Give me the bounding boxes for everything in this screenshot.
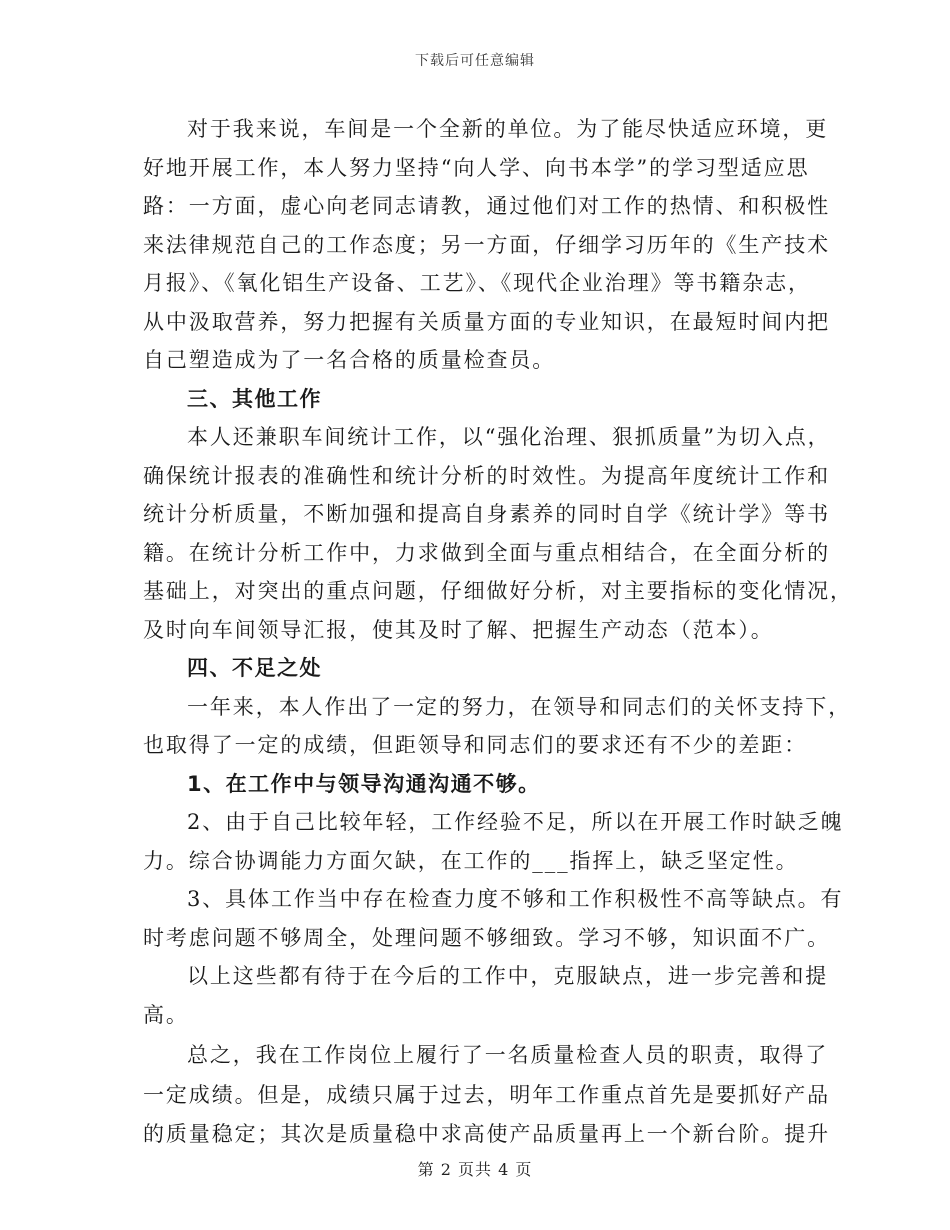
paragraph-line: 统计分析质量，不断加强和提高自身素养的同时自学《统计学》等书 [143, 502, 830, 526]
paragraph-line: 自己塑造成为了一名合格的质量检查员。 [143, 348, 556, 372]
paragraph-line: 基础上，对突出的重点问题，仔细做好分析，对主要指标的变化情况， [143, 579, 853, 603]
paragraph-line: 确保统计报表的准确性和统计分析的时效性。为提高年度统计工作和 [143, 463, 830, 488]
paragraph-line: 及时向车间领导汇报，使其及时了解、把握生产动态（范本）。 [143, 617, 774, 642]
paragraph-line: 一定成绩。但是，成绩只属于过去，明年工作重点首先是要抓好产品 [143, 1083, 830, 1107]
page-header: 下载后可任意编辑 [415, 53, 535, 69]
paragraph-line: 从中汲取营养，努力把握有关质量方面的专业知识，在最短时间内把 [143, 309, 830, 334]
paragraph-line: 对于我来说，车间是一个全新的单位。为了能尽快适应环境，更 [187, 117, 829, 141]
paragraph-line: 也取得了一定的成绩，但距领导和同志们的要求还有不少的差距： [143, 733, 808, 757]
paragraph-line: 本人还兼职车间统计工作，以“强化治理、狠抓质量”为切入点， [187, 425, 831, 449]
paragraph-line: 路：一方面，虚心向老同志请教，通过他们对工作的热情、和积极性 [143, 194, 830, 218]
paragraph-line: 高。 [143, 1002, 189, 1027]
section-heading: 1、在工作中与领导沟通沟通不够。 [187, 771, 541, 796]
paragraph-line: 一年来，本人作出了一定的努力，在领导和同志们的关怀支持下， [187, 694, 852, 719]
page-footer: 第 2 页共 4 页 [417, 1160, 533, 1179]
paragraph-line: 总之，我在工作岗位上履行了一名质量检查人员的职责，取得了 [187, 1043, 829, 1067]
section-heading: 三、其他工作 [187, 386, 322, 411]
paragraph-line: 月报》、《氧化铝生产设备、工艺》、《现代企业治理》等书籍杂志， [143, 271, 811, 295]
section-heading: 四、不足之处 [187, 656, 322, 680]
paragraph-line: 时考虑问题不够周全，处理问题不够细致。学习不够，知识面不广。 [143, 925, 830, 950]
paragraph-line: 好地开展工作，本人努力坚持“向人学、向书本学”的学习型适应思 [143, 155, 810, 180]
paragraph-line: 籍。在统计分析工作中，力求做到全面与重点相结合，在全面分析的 [143, 540, 830, 565]
paragraph-line: 的质量稳定；其次是质量稳中求高使产品质量再上一个新台阶。提升 [143, 1121, 830, 1146]
paragraph-line: 3、具体工作当中存在检查力度不够和工作积极性不高等缺点。有 [187, 887, 844, 911]
document-body [143, 110, 853, 1153]
paragraph-line: 以上这些都有待于在今后的工作中，克服缺点，进一步完善和提 [187, 964, 829, 988]
paragraph-line: 2、由于自己比较年轻，工作经验不足，所以在开展工作时缺乏魄 [187, 810, 844, 834]
paragraph-line: 力。综合协调能力方面欠缺，在工作的___指挥上，缺乏坚定性。 [143, 848, 799, 873]
paragraph-line: 来法律规范自己的工作态度；另一方面，仔细学习历年的《生产技术 [143, 232, 830, 257]
